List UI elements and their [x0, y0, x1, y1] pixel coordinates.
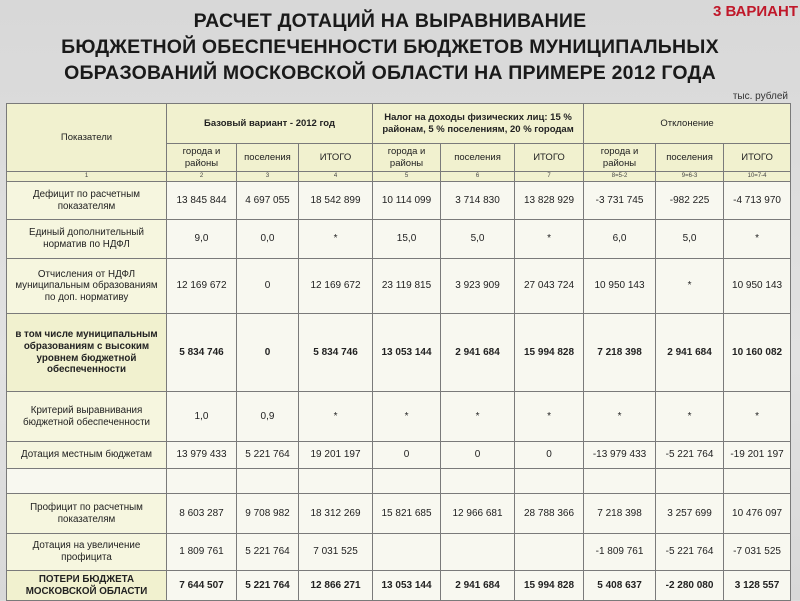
units-note: тыс. рублей — [732, 91, 788, 102]
table-cell: 8 603 287 — [167, 494, 237, 534]
table-cell: 3 128 557 — [724, 571, 791, 601]
table-row — [7, 534, 791, 571]
table-cell: 13 845 844 — [167, 182, 237, 220]
title-line-3: ОБРАЗОВАНИЙ МОСКОВСКОЙ ОБЛАСТИ НА ПРИМЕРЕ 2012 ГОДА — [64, 62, 716, 84]
table-cell: 12 966 681 — [441, 494, 515, 534]
table-row — [7, 571, 791, 601]
column-number: 4 — [299, 172, 373, 182]
table-cell: 13 053 144 — [373, 571, 441, 601]
table-cell: 4 697 055 — [237, 182, 299, 220]
table-cell — [441, 534, 515, 571]
row-label: Дотация местным бюджетам — [7, 442, 167, 469]
table-cell: 0,9 — [237, 392, 299, 442]
column-number: 7 — [515, 172, 584, 182]
table-cell: 15 994 828 — [515, 314, 584, 392]
table-cell: 0 — [237, 314, 299, 392]
table-cell: 3 923 909 — [441, 259, 515, 314]
table-cell: 10 950 143 — [724, 259, 791, 314]
table-cell: 27 043 724 — [515, 259, 584, 314]
table-cell: 0,0 — [237, 220, 299, 259]
table-cell: 10 160 082 — [724, 314, 791, 392]
table-cell: -7 031 525 — [724, 534, 791, 571]
table-cell — [373, 469, 441, 494]
table-cell — [167, 469, 237, 494]
table-cell: 13 979 433 — [167, 442, 237, 469]
table-cell: 5 221 764 — [237, 534, 299, 571]
table-cell: * — [441, 392, 515, 442]
row-label: Профицит по расчетным показателям — [7, 494, 167, 534]
table-cell: 10 476 097 — [724, 494, 791, 534]
table-row — [7, 182, 791, 220]
table-cell: 2 941 684 — [441, 571, 515, 601]
table-cell: 2 941 684 — [656, 314, 724, 392]
table-cell: -13 979 433 — [584, 442, 656, 469]
table-cell: 7 218 398 — [584, 314, 656, 392]
table-cell: 15,0 — [373, 220, 441, 259]
table-cell: * — [515, 392, 584, 442]
table-cell — [515, 469, 584, 494]
column-number: 8=5-2 — [584, 172, 656, 182]
table-cell: -982 225 — [656, 182, 724, 220]
table-cell: 5 221 764 — [237, 571, 299, 601]
table-cell: 13 053 144 — [373, 314, 441, 392]
table-cell: 10 114 099 — [373, 182, 441, 220]
subheader-total: ИТОГО — [299, 144, 373, 172]
table-cell: 0 — [237, 259, 299, 314]
table-cell: 2 941 684 — [441, 314, 515, 392]
table-cell: -5 221 764 — [656, 534, 724, 571]
table-cell: 9 708 982 — [237, 494, 299, 534]
table-cell: * — [515, 220, 584, 259]
table-cell: 5 221 764 — [237, 442, 299, 469]
table-cell: 0 — [515, 442, 584, 469]
header-tax-variant: Налог на доходы физических лиц: 15 % районам, 5 % поселениям, 20 % городам — [373, 104, 584, 144]
table-cell: 13 828 929 — [515, 182, 584, 220]
column-number: 5 — [373, 172, 441, 182]
row-label: Дефицит по расчетным показателям — [7, 182, 167, 220]
subheader-cities: города и районы — [584, 144, 656, 172]
title-line-2: БЮДЖЕТНОЙ ОБЕСПЕЧЕННОСТИ БЮДЖЕТОВ МУНИЦИПАЛЬНЫХ — [61, 36, 719, 58]
table-cell: -4 713 970 — [724, 182, 791, 220]
table-cell: * — [299, 220, 373, 259]
table-row — [7, 469, 791, 494]
row-label: Дотация на увеличение профицита — [7, 534, 167, 571]
subheader-total: ИТОГО — [724, 144, 791, 172]
title-line-1: РАСЧЕТ ДОТАЦИЙ НА ВЫРАВНИВАНИЕ — [193, 10, 587, 32]
table-cell: * — [724, 220, 791, 259]
table-cell: * — [656, 259, 724, 314]
column-number: 1 — [7, 172, 167, 182]
table-cell — [656, 469, 724, 494]
table-row — [7, 220, 791, 259]
column-number: 3 — [237, 172, 299, 182]
table-cell — [237, 469, 299, 494]
subheader-cities: города и районы — [373, 144, 441, 172]
table-row — [7, 259, 791, 314]
subsidy-table — [6, 103, 791, 601]
table-cell: 6,0 — [584, 220, 656, 259]
table-cell: 5,0 — [656, 220, 724, 259]
table-cell: 18 312 269 — [299, 494, 373, 534]
table-cell: -3 731 745 — [584, 182, 656, 220]
row-label: Единый дополнительный норматив по НДФЛ — [7, 220, 167, 259]
row-label: Отчисления от НДФЛ муниципальным образованиям по доп. нормативу — [7, 259, 167, 314]
table-cell: 9,0 — [167, 220, 237, 259]
header-base-variant: Базовый вариант - 2012 год — [167, 104, 373, 144]
table-cell: * — [656, 392, 724, 442]
table-cell: 5 408 637 — [584, 571, 656, 601]
table-cell — [584, 469, 656, 494]
subheader-total: ИТОГО — [515, 144, 584, 172]
table-cell: * — [373, 392, 441, 442]
table-cell — [724, 469, 791, 494]
slide-title — [0, 8, 780, 86]
table-cell — [515, 534, 584, 571]
subheader-cities: города и районы — [167, 144, 237, 172]
table-cell: 12 169 672 — [299, 259, 373, 314]
subheader-settlements: поселения — [441, 144, 515, 172]
table-cell: 1 809 761 — [167, 534, 237, 571]
table-cell: 3 714 830 — [441, 182, 515, 220]
row-label: ПОТЕРИ БЮДЖЕТА МОСКОВСКОЙ ОБЛАСТИ — [7, 571, 167, 601]
table-cell: 18 542 899 — [299, 182, 373, 220]
row-label — [7, 469, 167, 494]
variant-label: 3 ВАРИАНТ — [712, 3, 798, 20]
table-row — [7, 392, 791, 442]
table-cell: 7 218 398 — [584, 494, 656, 534]
table-cell: 3 257 699 — [656, 494, 724, 534]
table-cell: 10 950 143 — [584, 259, 656, 314]
table-cell: * — [584, 392, 656, 442]
table-cell: -19 201 197 — [724, 442, 791, 469]
table-cell — [373, 534, 441, 571]
table-cell: * — [299, 392, 373, 442]
header-deviation: Отклонение — [584, 104, 791, 144]
subheader-settlements: поселения — [237, 144, 299, 172]
table-cell: 1,0 — [167, 392, 237, 442]
table-row — [7, 442, 791, 469]
table-cell: 12 169 672 — [167, 259, 237, 314]
table-cell: * — [724, 392, 791, 442]
table-cell: 0 — [373, 442, 441, 469]
table-cell: 15 821 685 — [373, 494, 441, 534]
table-cell — [299, 469, 373, 494]
column-number: 6 — [441, 172, 515, 182]
table-cell: 28 788 366 — [515, 494, 584, 534]
column-number: 2 — [167, 172, 237, 182]
table-cell — [441, 469, 515, 494]
table-cell: 0 — [441, 442, 515, 469]
row-label: в том числе муниципальным образованиям с высоким уровнем бюджетной обеспеченности — [7, 314, 167, 392]
table-cell: 5,0 — [441, 220, 515, 259]
table-cell: 5 834 746 — [299, 314, 373, 392]
table-cell: 12 866 271 — [299, 571, 373, 601]
table-cell: -1 809 761 — [584, 534, 656, 571]
table-body — [7, 182, 791, 601]
subheader-settlements: поселения — [656, 144, 724, 172]
column-number: 9=6-3 — [656, 172, 724, 182]
column-number: 10=7-4 — [724, 172, 791, 182]
table-cell: 19 201 197 — [299, 442, 373, 469]
header-indicators: Показатели — [7, 104, 167, 172]
table-row — [7, 314, 791, 392]
table-cell: 23 119 815 — [373, 259, 441, 314]
table-row — [7, 494, 791, 534]
table-cell: -2 280 080 — [656, 571, 724, 601]
row-label: Критерий выравнивания бюджетной обеспеченности — [7, 392, 167, 442]
table-cell: 15 994 828 — [515, 571, 584, 601]
table-cell: -5 221 764 — [656, 442, 724, 469]
table-cell: 7 644 507 — [167, 571, 237, 601]
table-cell: 5 834 746 — [167, 314, 237, 392]
table-cell: 7 031 525 — [299, 534, 373, 571]
